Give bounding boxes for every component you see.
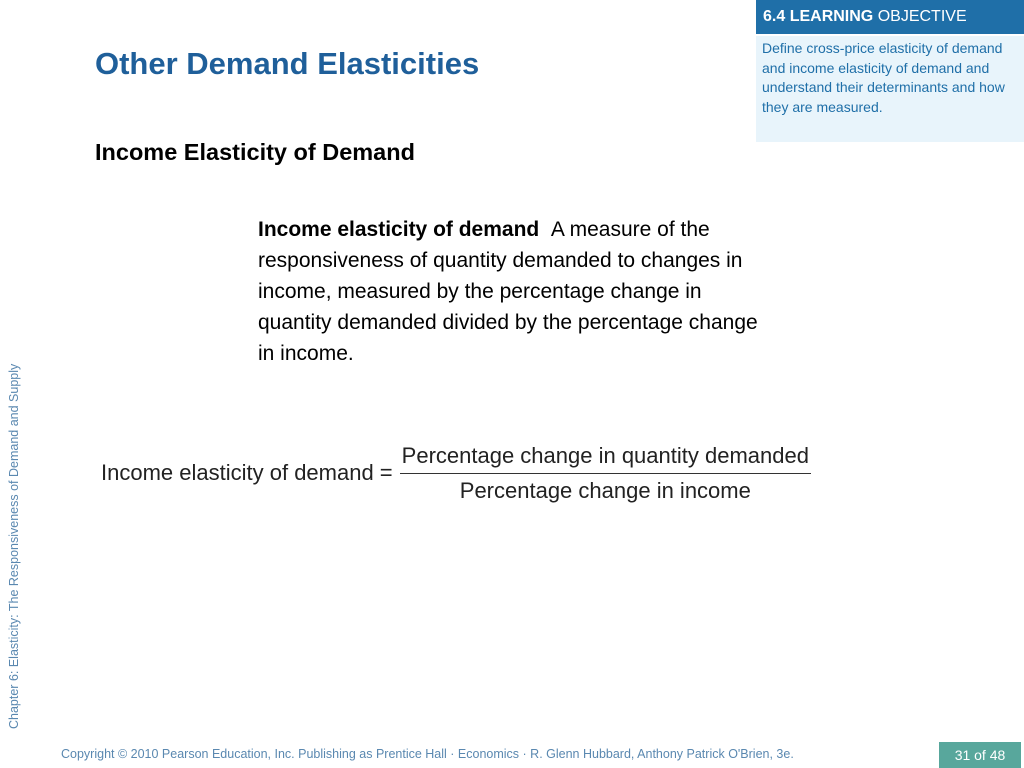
slide-subtitle: Income Elasticity of Demand <box>95 139 415 165</box>
formula-denominator: Percentage change in income <box>459 477 751 503</box>
definition-text: A measure of the responsiveness of quantity demanded to changes in income, measured by the percentage change in quantity demanded divided by the percentage change in income. <box>258 218 758 365</box>
chapter-side-label: Chapter 6: Elasticity: The Responsiveness of Demand and Supply <box>7 363 21 729</box>
income-elasticity-formula <box>101 439 811 507</box>
learning-objective-number: 6.4 LEARNING <box>763 8 874 25</box>
page-number-badge: 31 of 48 <box>939 742 1021 768</box>
definition <box>258 214 773 369</box>
slide-title: Other Demand Elasticities <box>95 46 480 81</box>
copyright-footer: Copyright © 2010 Pearson Education, Inc. Publishing as Prentice Hall · Economics · R. Glenn Hubbard, Anthony Patrick O'Brien, 3e. <box>61 747 794 761</box>
learning-objective-text: Define cross-price elasticity of demand and income elasticity of demand and understand their determinants and how they are measured. <box>756 36 1024 142</box>
formula-numerator: Percentage change in quantity demanded <box>401 442 809 468</box>
learning-objective-header <box>756 0 1024 34</box>
formula-fraction <box>400 443 811 504</box>
formula-lhs: Income elasticity of demand = <box>101 460 393 485</box>
learning-objective-label: OBJECTIVE <box>877 8 967 25</box>
definition-term: Income elasticity of demand <box>258 218 540 241</box>
